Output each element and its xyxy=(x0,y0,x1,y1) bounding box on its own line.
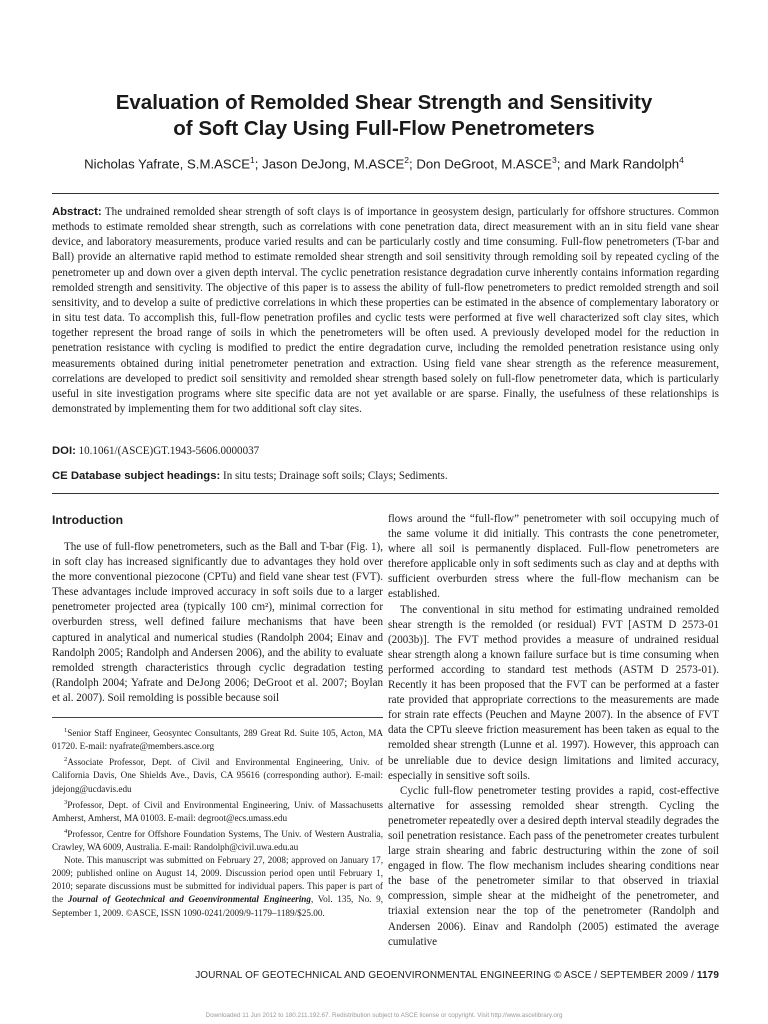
abstract-divider xyxy=(52,493,719,494)
author-separator: ; xyxy=(409,156,417,172)
author-affiliation-mark: 3 xyxy=(551,155,557,165)
author-list xyxy=(30,152,738,172)
right-column xyxy=(388,512,719,950)
title-divider xyxy=(52,193,719,194)
paper-title-line-1: Evaluation of Remolded Shear Strength and Sensitivity xyxy=(115,91,653,114)
manuscript-note xyxy=(52,854,383,919)
author-separator: ; xyxy=(254,156,263,172)
paper-title xyxy=(40,90,728,142)
footnote-text: Senior Staff Engineer, Geosyntec Consultants, 289 Great Rd. Suite 105, Acton, MA 01720. E-mail: nyafrate@members.asce.org xyxy=(52,728,383,752)
footnote-mark: 3 xyxy=(64,798,68,806)
body-paragraph: Cyclic full-flow penetrometer testing provides a rapid, cost-effective alternative for assessing remolded shear strength. Cycling the penetrometer repeatedly over a desired depth interval steadily degrades the soil penetration resistance. Each pass of the penetrometer creates turbulent large strain shearing and fabric destructuring within the zone of soil engaged in flow. The flow mechanism includes shearing conditions near the base of the penetrometer similar to that observed in triaxial compression, simple shear at the midheight of the penetrometer, and triaxial extension near the top of the penetrometer (Randolph and Andersen 2006). Einav and Randolph (2005) estimated the average cumulative xyxy=(388,784,719,948)
doi-value[interactable]: 10.1061/(ASCE)GT.1943-5606.0000037 xyxy=(78,445,260,457)
footnote xyxy=(52,724,383,753)
journal-name: Journal of Geotechnical and Geoenvironmental Engineering xyxy=(67,894,311,905)
subject-headings xyxy=(52,470,448,482)
body-paragraph: The conventional in situ method for estimating undrained remolded shear strength is the remolded (or residual) FVT [ASTM D 2573-01 (2003b)]. The FVT method provides a measure of undrained residual shear strength along a known failure surface but is time consuming when performed according to standard test methods (ASTM D 2573-01). Recently it has been proposed that the FVT can be performed at a faster rate provided that appropriate corrections to the measurements are made for strain rate effects (Peuchen and Mayne 2007). In the absence of FVT data the CPTu sleeve friction measurement has been taken as equal to the remolded shear strength (Lunne et al. 1997). However, this approach can be unreliable due to device design limitations and limited accuracy, especially in sensitive soft soils. xyxy=(388,603,719,782)
footnote-text: Professor, Dept. of Civil and Environmental Engineering, Univ. of Massachusetts Amherst, Amherst, MA 01003. E-mail: degroot@ecs.umass.edu xyxy=(52,799,383,823)
abstract-text: The undrained remolded shear strength of soft clays is of importance in geosystem design, particularly for offshore structures. Common methods to estimate remolded shear strength, such as correlations with cone penetration data, direct measurement with an in situ field vane shear device, and laboratory measurements, produce varied results and can be particularly costly and time consuming. Full-flow penetrometers (T-bar and Ball) provide an alternative rapid method to estimate remolded shear strength and soil sensitivity through remolding soil by repeated cycling of the penetrometer up and down over a given depth interval. The cyclic penetration resistance degradation curve inherently contains information regarding remolded strength and sensitivity. The objective of this paper is to assess the ability of full-flow penetrometers to predict remolded strength and soil sensitivity, and to develop a suite of predictive correlations in which these properties can be estimated in the absence of complementary laboratory or in situ test data. To accomplish this, full-flow penetration profiles and cyclic tests were performed at five well characterized soft clay sites, which together represent the broad range of soils in which the penetrometers will be often used. A previously developed model for the reduction in penetration resistance with cycling is modified to predict the entire degradation curve, including the remolded penetration resistance using only measurements obtained during initial penetrometer penetration and extraction. Using field vane shear strength as the reference measurement, correlations are developed to predict soil sensitivity and remolded shear strength based solely on full-flow penetrometer data, which is particularly useful in site investigation programs where site specific data are not yet available or are sparse. Finally, the usefulness of these relationships is demonstrated by implementing them for two additional soft clay sites. xyxy=(52,206,719,416)
footnote-mark: 2 xyxy=(64,756,68,764)
author-affiliation-mark: 2 xyxy=(404,155,410,165)
body-paragraph: flows around the “full-flow” penetrometer with soil occupying much of the same volume it did initially. This contrasts the cone penetrometer, where all soil is permanently displaced. Full-flow penetrometers are therefore applicable only in soft sediments such as clay and at depths with sufficient overburden stress where the full-flow mechanism can be established. xyxy=(388,513,719,601)
footnote-text: Professor, Centre for Offshore Foundation Systems, The Univ. of Western Australia, Crawley, WA 6009, Australia. E-mail: Randolph@civil.uwa.edu.au xyxy=(52,828,383,853)
footnote-divider xyxy=(52,717,383,718)
subject-headings-value: In situ tests; Drainage soft soils; Clays; Sediments. xyxy=(223,470,448,482)
author-separator: ; and xyxy=(556,156,590,172)
download-notice: Downloaded 11 Jun 2012 to 180.211.192.67. Redistribution subject to ASCE license or copyright. Visit http://www.ascelibrary.org xyxy=(205,1012,563,1019)
left-column xyxy=(52,511,383,920)
footnote-mark: 4 xyxy=(64,827,68,835)
footnote xyxy=(52,796,383,825)
journal-footer xyxy=(52,970,719,981)
doi-line xyxy=(52,445,259,457)
abstract xyxy=(52,205,719,417)
page-number: 1179 xyxy=(696,970,719,981)
journal-footer-text: JOURNAL OF GEOTECHNICAL AND GEOENVIRONMENTAL ENGINEERING © ASCE / SEPTEMBER 2009 / xyxy=(195,970,697,981)
author-name: Mark Randolph xyxy=(589,156,680,172)
abstract-label: Abstract: xyxy=(52,206,102,218)
author-affiliation-mark: 4 xyxy=(679,155,684,165)
doi-label: DOI: xyxy=(52,445,76,457)
subject-headings-label: CE Database subject headings: xyxy=(52,470,221,482)
footnotes xyxy=(52,724,383,920)
footnote xyxy=(52,753,383,795)
paper-title-line-2: of Soft Clay Using Full-Flow Penetrometers xyxy=(173,117,595,140)
author-affiliation-mark: 1 xyxy=(250,155,255,165)
manuscript-note-issn: , Vol. 135, No. 9, September 1, 2009. ©ASCE, ISSN 1090-0241/2009/9-1179–1189/$25.00. xyxy=(52,894,383,918)
author-name: Don DeGroot, M.ASCE xyxy=(416,156,552,172)
footnote-mark: 1 xyxy=(64,727,68,735)
author-name: Nicholas Yafrate, S.M.ASCE xyxy=(84,156,251,172)
body-paragraph: The use of full-flow penetrometers, such as the Ball and T-bar (Fig. 1), in soft clay has increased significantly due to advantages they hold over the more conventional piezocone (CPTu) and field vane shear test (FVT). These advantages include improved accuracy in soft soils due to a larger penetrometer projected area (typically 100 cm²), minimal correction for overburden stress, well defined failure mechanisms that have been captured in analytical and numerical studies (Randolph 2004; Einav and Randolph 2005; Randolph and Andersen 2006), and the ability to evaluate remolded strength characteristics through cyclic degradation testing (Randolph 2004; Yafrate and DeJong 2006; DeGroot et al. 2007; Boylan et al. 2007). Soil remolding is possible because soil xyxy=(52,541,383,704)
section-heading-introduction: Introduction xyxy=(52,513,124,527)
footnote-text: Associate Professor, Dept. of Civil and Environmental Engineering, Univ. of California Davis, One Shields Ave., Davis, CA 95616 (corresponding author). E-mail: jdejong@ucdavis.edu xyxy=(52,757,383,794)
manuscript-note-text: Note. This manuscript was submitted on February 27, 2008; approved on January 17, 2009; published online on August 14, 2009. Discussion period open until February 1, 2010; separate discussions must be submitted for individual papers. This paper is part of the xyxy=(52,855,383,905)
footnote xyxy=(52,825,383,854)
author-name: Jason DeJong, M.ASCE xyxy=(262,156,405,172)
